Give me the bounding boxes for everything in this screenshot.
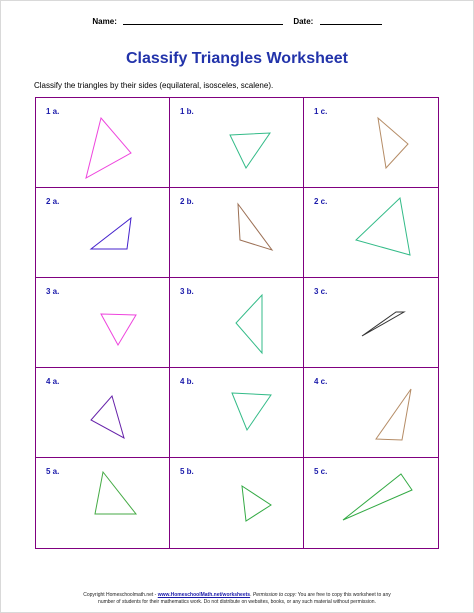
footer-copyright: Copyright Homeschoolmath.net - (83, 592, 158, 598)
triangle (230, 133, 270, 168)
triangle (343, 474, 412, 520)
problem-cell (36, 98, 170, 188)
problem-cell (304, 98, 438, 188)
problem-cell (36, 188, 170, 278)
problem-label: 5 c. (314, 467, 328, 476)
problem-cell (304, 368, 438, 458)
problem-cell (170, 458, 304, 548)
problem-label: 4 b. (180, 377, 194, 386)
footer-permission-label: Permission to copy: (252, 592, 297, 598)
problem-label: 1 c. (314, 107, 328, 116)
problem-cell (36, 458, 170, 548)
triangle-figure (36, 368, 170, 458)
triangle-figure (170, 98, 304, 188)
header-row (0, 17, 474, 26)
triangle (91, 396, 124, 438)
problem-cell (36, 278, 170, 368)
footer-permission-text: You are free to copy this worksheet to any (296, 592, 391, 598)
problem-cell (170, 368, 304, 458)
triangle-figure (304, 368, 438, 458)
problem-grid (35, 97, 439, 549)
triangle (236, 295, 262, 353)
triangle-figure (170, 278, 304, 368)
triangle-figure (170, 368, 304, 458)
date-line[interactable] (320, 24, 382, 25)
triangle (101, 314, 136, 345)
problem-cell (304, 188, 438, 278)
problem-cell (304, 278, 438, 368)
triangle-figure (304, 188, 438, 278)
problem-label: 3 b. (180, 287, 194, 296)
problem-label: 1 a. (46, 107, 60, 116)
triangle (242, 486, 271, 521)
problem-label: 4 a. (46, 377, 60, 386)
triangle-figure (304, 458, 438, 548)
instructions: Classify the triangles by their sides (equilateral, isosceles, scalene). (34, 81, 274, 90)
triangle-figure (170, 458, 304, 548)
problem-cell (170, 188, 304, 278)
triangle (95, 472, 136, 514)
problem-label: 3 c. (314, 287, 328, 296)
problem-label: 3 a. (46, 287, 60, 296)
triangle (376, 389, 411, 440)
triangle (232, 393, 271, 430)
footer-link[interactable]: www.HomeschoolMath.net/worksheets (157, 592, 251, 598)
triangle-figure (36, 458, 170, 548)
triangle (86, 118, 131, 178)
name-label: Name: (92, 17, 117, 26)
triangle-figure (170, 188, 304, 278)
triangle (362, 312, 404, 336)
triangle (356, 198, 410, 255)
problem-label: 2 b. (180, 197, 194, 206)
problem-label: 5 b. (180, 467, 194, 476)
problem-label: 2 c. (314, 197, 328, 206)
triangle-figure (36, 188, 170, 278)
triangle (378, 118, 408, 168)
triangle (238, 204, 272, 250)
worksheet-title: Classify Triangles Worksheet (125, 50, 348, 67)
triangle-figure (36, 278, 170, 368)
problem-cell (304, 458, 438, 548)
date-label: Date: (293, 17, 314, 26)
footer (0, 592, 474, 606)
problem-label: 5 a. (46, 467, 60, 476)
footer-line-1: Copyright Homeschoolmath.net - www.HomeschoolMath.net/worksheets. Permission to copy: You are free to copy this worksheet to any (83, 592, 391, 598)
name-line[interactable] (123, 24, 283, 25)
triangle-figure (304, 98, 438, 188)
problem-cell (170, 98, 304, 188)
triangle (91, 218, 131, 249)
problem-label: 4 c. (314, 377, 328, 386)
problem-cell (170, 278, 304, 368)
problem-cell (36, 368, 170, 458)
triangle-figure (36, 98, 170, 188)
problem-label: 1 b. (180, 107, 194, 116)
footer-line-2: number of students for their mathematics work. Do not distribute on websites, books, or any such material without permission. (98, 599, 376, 605)
problem-label: 2 a. (46, 197, 60, 206)
triangle-figure (304, 278, 438, 368)
